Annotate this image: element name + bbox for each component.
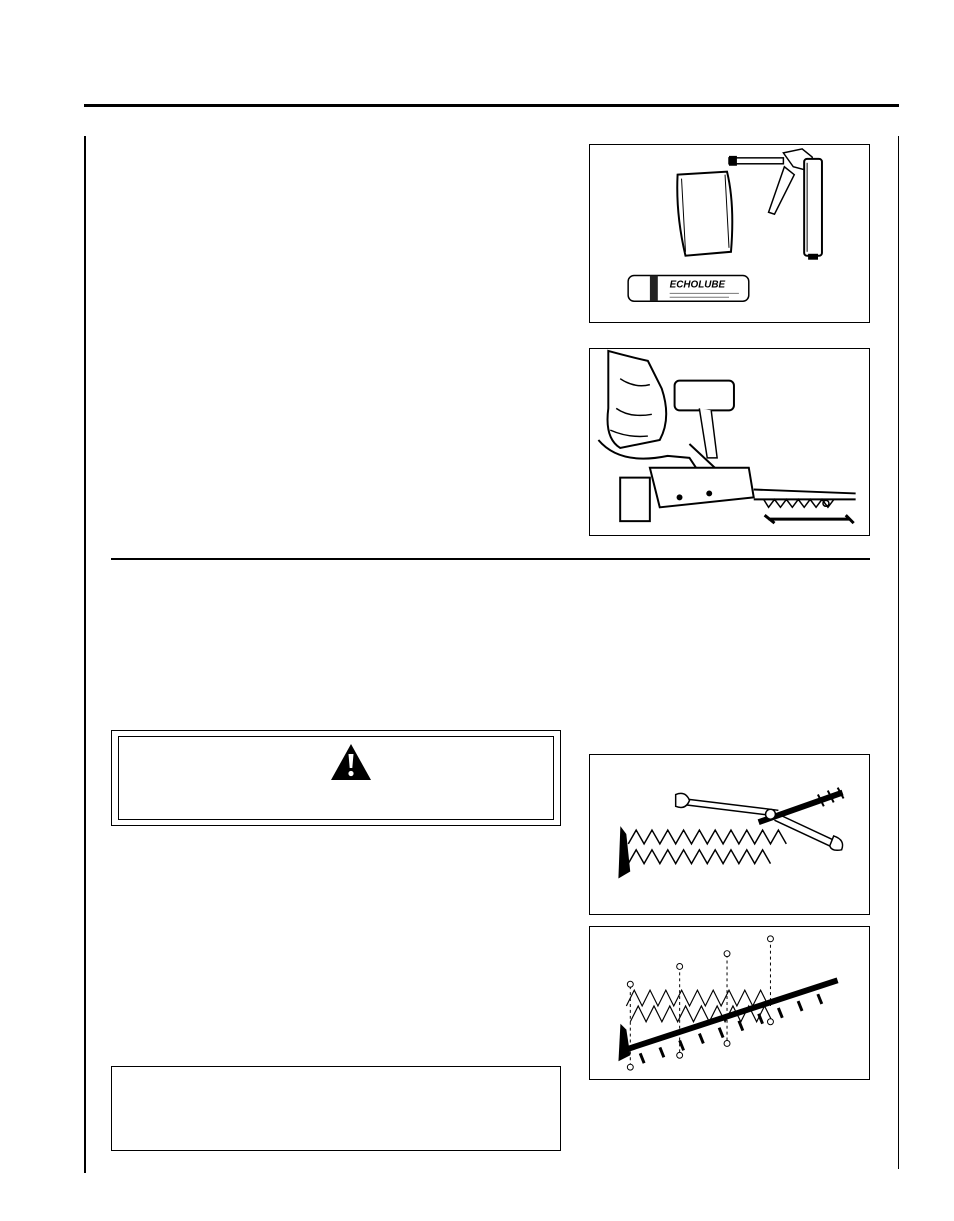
note-box (111, 1066, 561, 1151)
warning-box-inner (118, 736, 554, 820)
blade-wrenches-illustration (590, 755, 869, 914)
lubrication-supplies-illustration (590, 145, 869, 322)
warning-box (111, 730, 561, 826)
header-rule (84, 104, 899, 107)
right-margin-rule (898, 136, 899, 1169)
blade-assembly-illustration (590, 927, 869, 1079)
figure-blade-wrenches (589, 754, 870, 915)
figure-blade-assembly-exploded (589, 926, 870, 1080)
gearcase-greasing-illustration (590, 349, 869, 535)
figure-lubrication-supplies (589, 144, 870, 323)
figure-gearcase-greasing (589, 348, 870, 536)
section-divider (111, 558, 870, 560)
warning-triangle-icon (330, 743, 372, 781)
tube-label: ECHOLUBE (669, 279, 726, 291)
left-margin-rule (84, 136, 86, 1173)
